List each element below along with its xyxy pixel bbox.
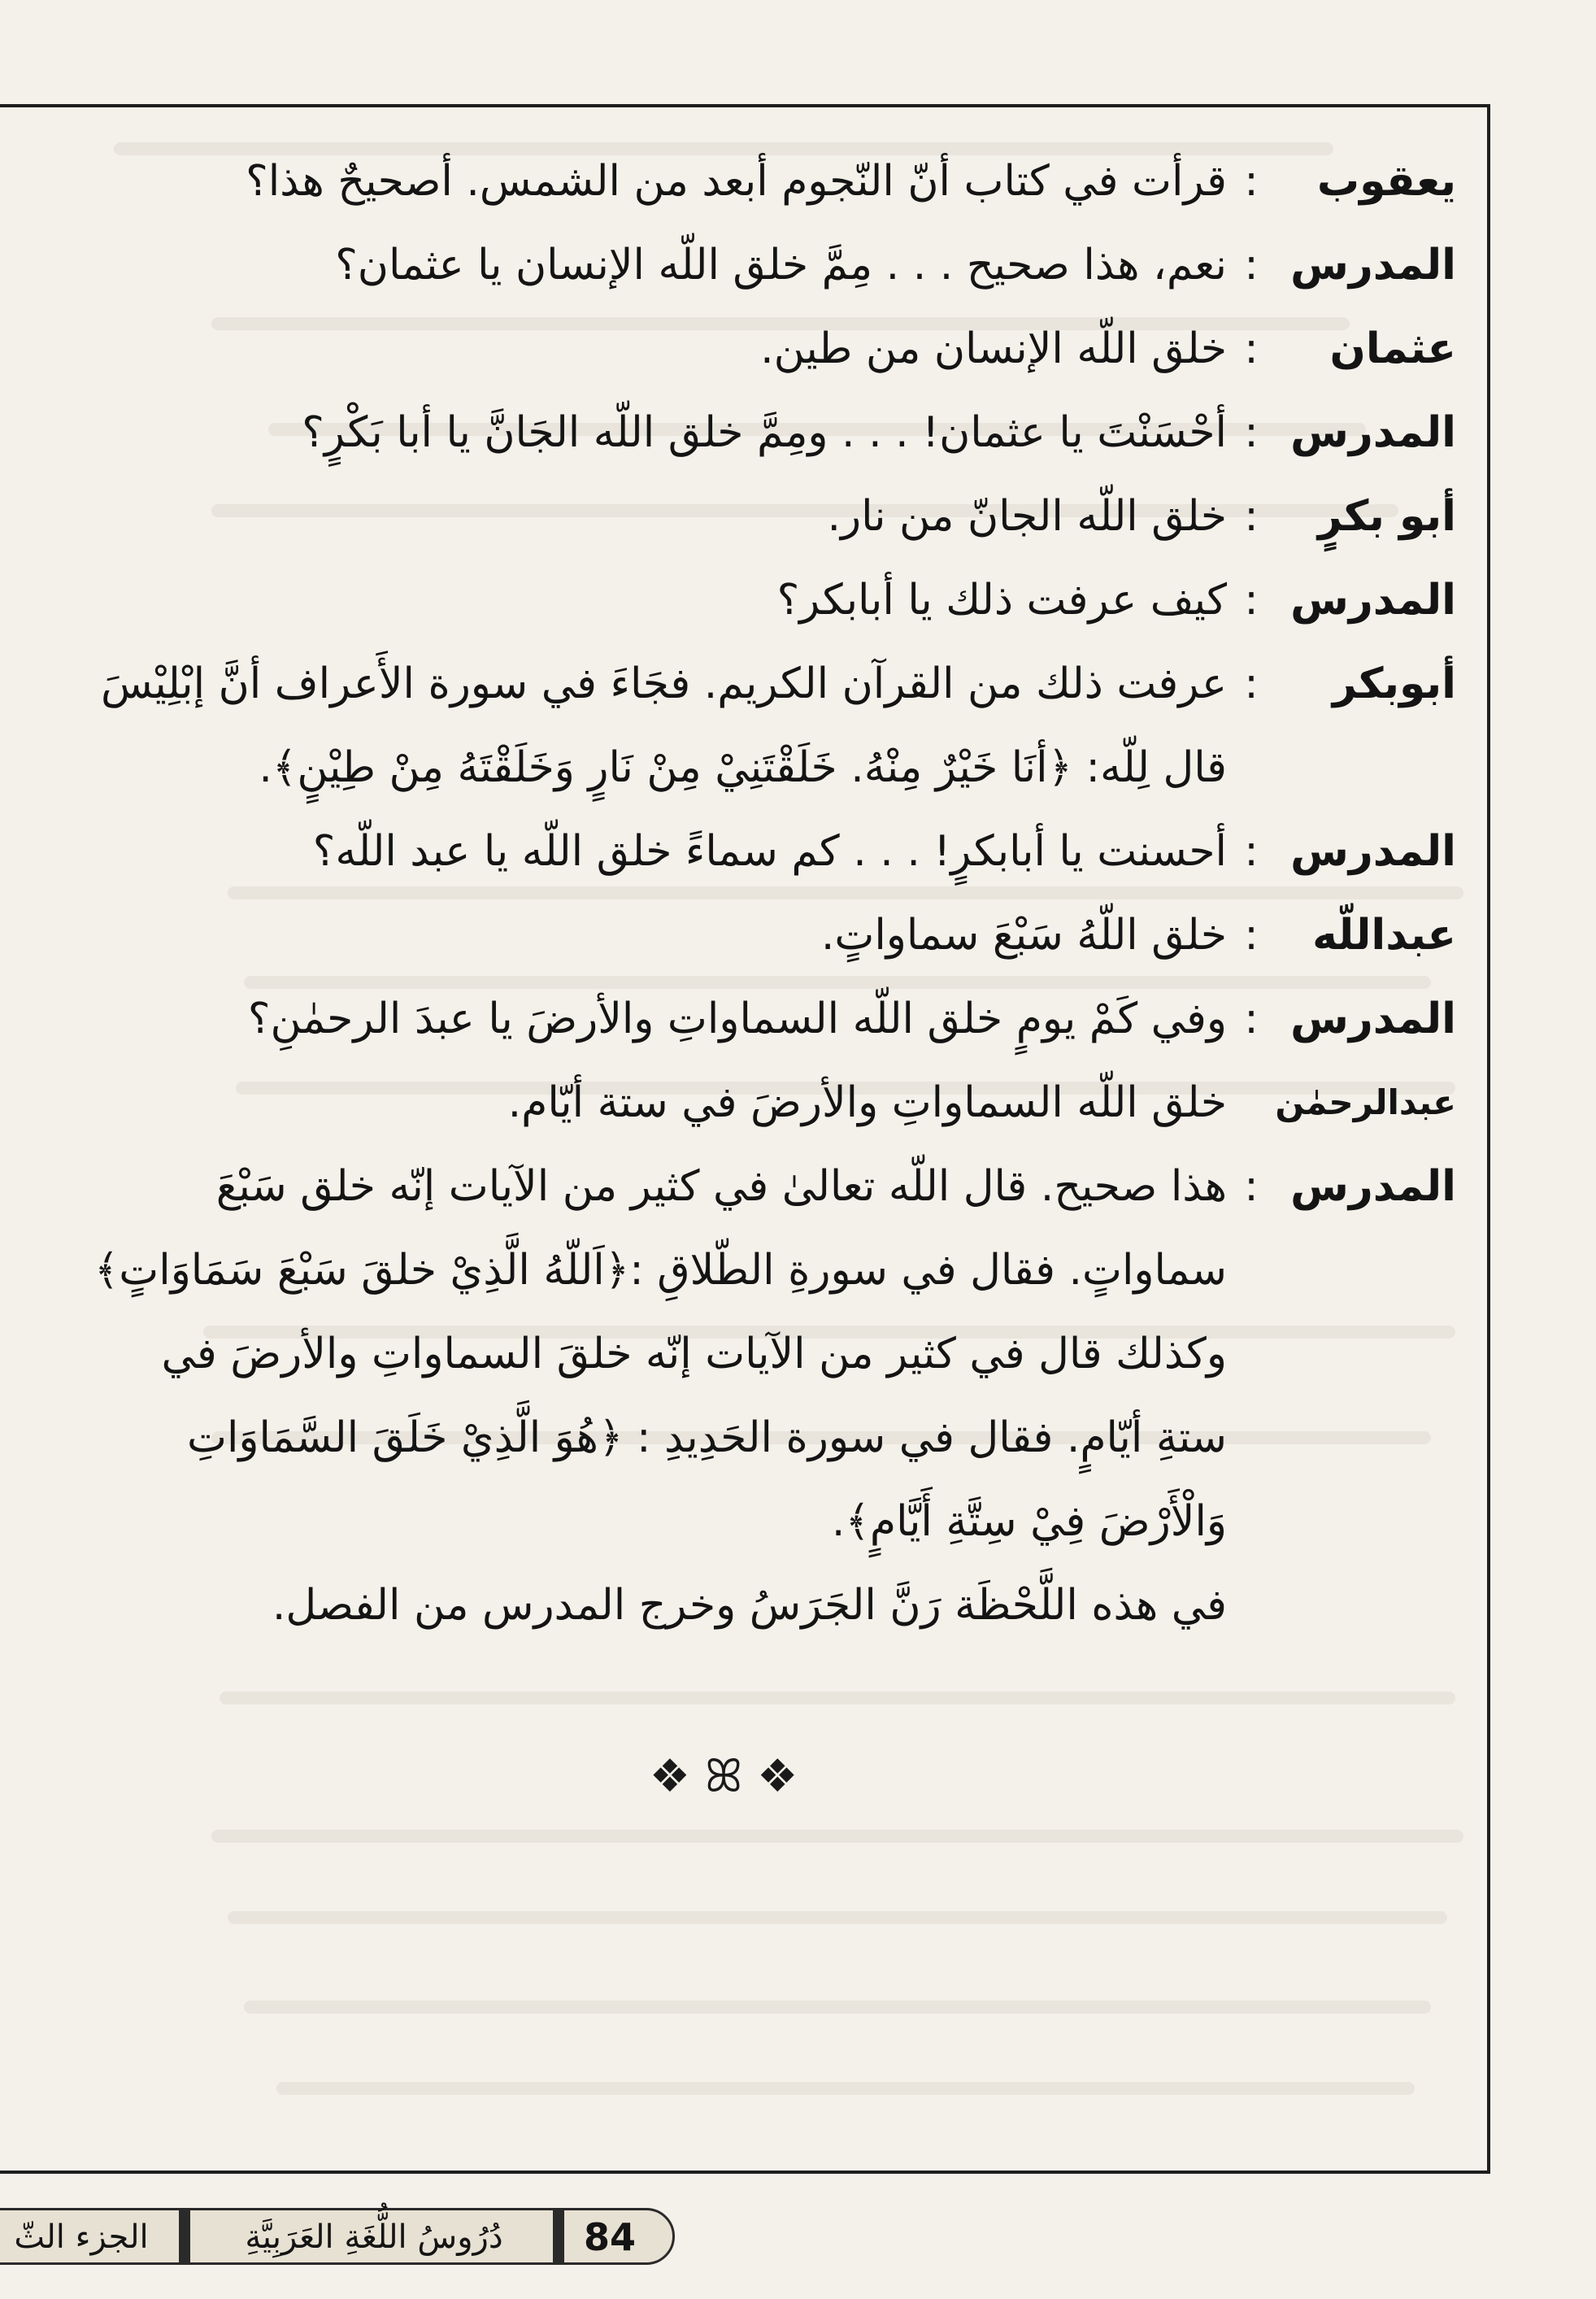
- dialogue-continuation: [25, 1317, 1456, 1399]
- utterance: وفي كَمْ يومٍ خلق اللّه السماواتِ والأرضَ يا عبدَ الرحمٰنِ؟: [247, 995, 1227, 1043]
- utterance: نعم، هذا صحيح . . . مِمَّ خلق اللّه الإنسان يا عثمان؟: [335, 241, 1227, 290]
- narration: في هذه اللَّحْظَة رَنَّ الجَرَسُ وخرج المدرس من الفصل.: [272, 1581, 1227, 1630]
- colon: :: [1244, 911, 1259, 960]
- colon: :: [1244, 324, 1259, 373]
- section-ornament: ❖ ꕤ ❖: [649, 1750, 798, 1803]
- speaker-name: عبداللّه: [1312, 911, 1456, 960]
- speaker-name: المدرس: [1290, 408, 1456, 457]
- utterance: أحسنت يا أبابكرٍ! . . . كم سماءً خلق اللّه يا عبد اللّه؟: [312, 827, 1227, 876]
- dialogue-line: [25, 1150, 1456, 1231]
- utterance: كيف عرفت ذلك يا أبابكر؟: [776, 576, 1227, 625]
- page-number: 84: [583, 2215, 636, 2259]
- dialogue-line: [25, 396, 1456, 477]
- utterance: ستةِ أيّامٍ. فقال في سورة الحَدِيدِ : ﴿هُوَ الَّذِيْ خَلَقَ السَّمَاوَاتِ: [186, 1413, 1227, 1462]
- utterance: سماواتٍ. فقال في سورةِ الطّلاقِ :﴿اَللّهُ الَّذِيْ خلقَ سَبْعَ سَمَاوَاتٍ﴾: [93, 1246, 1227, 1295]
- colon: :: [1244, 1162, 1259, 1211]
- dialogue-line: [25, 312, 1456, 394]
- dialogue-line: [25, 1066, 1456, 1147]
- utterance: قرأت في كتاب أنّ النّجوم أبعد من الشمس. أصحيحٌ هذا؟: [246, 157, 1227, 206]
- part-label: الجزء الثّ: [14, 2218, 149, 2256]
- speaker-name: المدرس: [1290, 1162, 1456, 1211]
- utterance: وَالْأَرْضَ فِيْ سِتَّةِ أَيَّامٍ﴾.: [831, 1497, 1227, 1546]
- colon: :: [1244, 827, 1259, 876]
- colon: :: [1244, 241, 1259, 290]
- dialogue-line: [25, 229, 1456, 310]
- footer-divider: [179, 2208, 190, 2265]
- colon: :: [1244, 408, 1259, 457]
- dialogue-line: [25, 564, 1456, 645]
- speaker-name: المدرس: [1290, 995, 1456, 1043]
- colon: :: [1244, 660, 1259, 708]
- dialogue-continuation: [25, 1234, 1456, 1315]
- book-title: دُرُوسُ اللُّغَةِ العَرَبِيَّةِ: [245, 2218, 503, 2256]
- speaker-name: يعقوب: [1316, 157, 1456, 206]
- speaker-name: المدرس: [1290, 827, 1456, 876]
- utterance: هذا صحيح. قال اللّه تعالىٰ في كثير من الآيات إنّه خلق سَبْعَ: [215, 1162, 1227, 1211]
- speaker-name: المدرس: [1290, 576, 1456, 625]
- dialogue-line: [25, 647, 1456, 729]
- utterance: خلق اللّه السماواتِ والأرضَ في ستة أيّام.: [507, 1078, 1227, 1127]
- dialogue-continuation: [25, 731, 1456, 812]
- colon: :: [1244, 492, 1259, 541]
- dialogue-continuation: [25, 1401, 1456, 1483]
- speaker-name: أبوبكر: [1332, 660, 1456, 708]
- colon: :: [1244, 576, 1259, 625]
- utterance: عرفت ذلك من القرآن الكريم. فجَاءَ في سورة الأَعراف أنَّ إبْلِيْسَ: [100, 660, 1227, 708]
- speaker-name: أبو بكرٍ: [1317, 492, 1456, 541]
- utterance: خلق اللّه الجانّ من نار.: [827, 492, 1227, 541]
- colon: :: [1244, 157, 1259, 206]
- dialogue-line: [25, 899, 1456, 980]
- utterance: خلق اللّهُ سَبْعَ سماواتٍ.: [820, 911, 1227, 960]
- narration-line: [25, 1569, 1456, 1650]
- speaker-name: المدرس: [1290, 241, 1456, 290]
- dialogue-line: [25, 480, 1456, 561]
- dialogue-continuation: [25, 1485, 1456, 1566]
- footer-divider: [553, 2208, 564, 2265]
- dialogue-line: [25, 982, 1456, 1064]
- page-footer: [0, 2200, 1596, 2273]
- dialogue-line: [25, 815, 1456, 896]
- dialogue-line: [25, 145, 1456, 226]
- speaker-name: عثمان: [1329, 324, 1456, 373]
- utterance: خلق اللّه الإنسان من طين.: [760, 324, 1227, 373]
- utterance: وكذلك قال في كثير من الآيات إنّه خلقَ السماواتِ والأرضَ في: [161, 1330, 1227, 1378]
- speaker-name: عبدالرحمٰن: [1275, 1082, 1456, 1122]
- utterance: قال لِلّه: ﴿أنَا خَيْرٌ مِنْهُ. خَلَقْتَنِيْ مِنْ نَارٍ وَخَلَقْتَهُ مِنْ طِيْنٍ﴾.: [259, 743, 1227, 792]
- utterance: أحْسَنْتَ يا عثمان! . . . ومِمَّ خلق اللّه الجَانَّ يا أبا بَكْرٍ؟: [302, 408, 1227, 457]
- colon: :: [1244, 995, 1259, 1043]
